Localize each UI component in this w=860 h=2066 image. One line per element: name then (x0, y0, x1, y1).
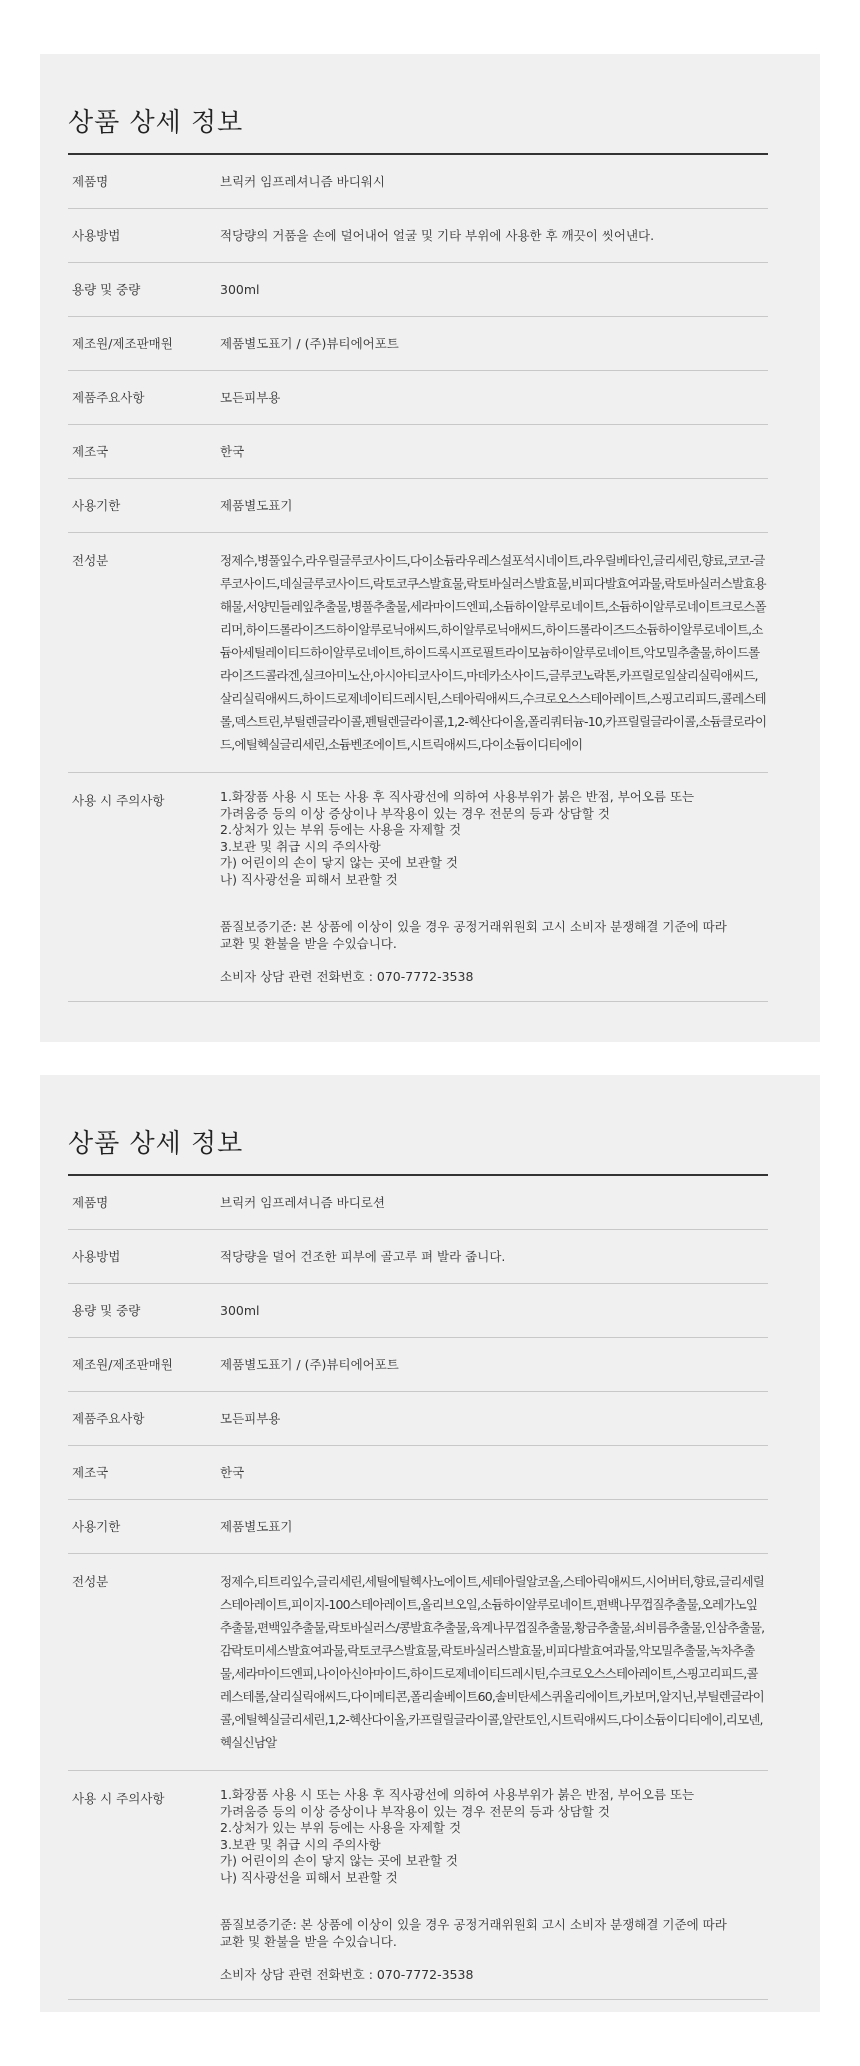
customer-phone: 소비자 상담 관련 전화번호 : 070-7772-3538 (220, 1967, 474, 1982)
quality-notice (220, 1916, 768, 1950)
product-name-value: 브릭커 임프레셔니즘 바디로션 (220, 1176, 768, 1230)
caution-line: 가) 어린이의 손이 닿지 않는 곳에 보관할 것 (220, 1853, 458, 1868)
country-value: 한국 (220, 425, 768, 479)
row-label: 용량 및 중량 (68, 1284, 220, 1338)
spec-value: 모든피부용 (220, 371, 768, 425)
row-label: 사용기한 (68, 479, 220, 533)
caution-line: 1.화장품 사용 시 또는 사용 후 직사광선에 의하여 사용부위가 붉은 반점, 부어오름 또는 (220, 1787, 695, 1802)
caution-line: 가려움증 등의 이상 증상이나 부작용이 있는 경우 전문의 등과 상담할 것 (220, 805, 610, 821)
table-row (68, 371, 768, 425)
caution-line: 가려움증 등의 이상 증상이나 부작용이 있는 경우 전문의 등과 상담할 것 (220, 1803, 610, 1819)
row-label: 제품명 (68, 155, 220, 209)
notice-line: 품질보증기준: 본 상품에 이상이 있을 경우 공정거래위원회 고시 소비자 분쟁해결 기준에 따라 (220, 1917, 727, 1932)
product-info-panel-body-wash (40, 54, 820, 1042)
table-row (68, 1771, 768, 2000)
table-row (68, 1338, 768, 1392)
product-spec-table (68, 1176, 768, 2000)
row-label: 제조국 (68, 1446, 220, 1500)
caution-line: 1.화장품 사용 시 또는 사용 후 직사광선에 의하여 사용부위가 붉은 반점, 부어오름 또는 (220, 789, 695, 804)
usage-value: 적당량의 거품을 손에 덜어내어 얼굴 및 기타 부위에 사용한 후 깨끗이 씻어낸다. (220, 209, 768, 263)
table-row (68, 1446, 768, 1500)
ingredients-value: 정제수,티트리잎수,글리세린,세틸에틸헥사노에이트,세테아릴알코올,스테아릭애씨드,시어버터,향료,글리세릴스테아레이트,피이지-100스테아레이트,올리브오일,소듐하이알루로네이트,편백나무껍질추출물,오레가노잎추출물,편백잎추출물,락토바실러스/콩발효추출물,육계나무껍질추출물,황금추출물,쇠비름추출물,인삼추출물,감락토미세스발효여과물,락토코쿠스발효물,락토바실러스발효물,비피다발효여과물,악모밀추출물,녹차추출물,세라마이드엔피,나이아신아마이드,하이드로제네이티드레시틴,수크로오스스테아레이트,스핑고리피드,콜레스테롤,살리실릭애씨드,다이메티콘,폴리솔베이트60,솔비탄세스퀴올리에이트,카보머,알지닌,부틸렌글라이콜,에틸헥실글리세린,1,2-헥산다이올,카프릴릴글라이콜,알란토인,시트릭애씨드,다이소듐이디티에이,리모넨,헥실신남알 (220, 1554, 768, 1771)
row-label: 제품주요사항 (68, 371, 220, 425)
table-row (68, 263, 768, 317)
table-row (68, 1176, 768, 1230)
row-label: 제조국 (68, 425, 220, 479)
product-info-panel-body-lotion (40, 1075, 820, 2012)
caution-line: 가) 어린이의 손이 닿지 않는 곳에 보관할 것 (220, 855, 458, 870)
country-value: 한국 (220, 1446, 768, 1500)
caution-line: 나) 직사광선을 피해서 보관할 것 (220, 871, 398, 887)
row-label: 제조원/제조판매원 (68, 317, 220, 371)
table-row (68, 533, 768, 773)
row-label: 사용방법 (68, 209, 220, 263)
notice-line: 품질보증기준: 본 상품에 이상이 있을 경우 공정거래위원회 고시 소비자 분쟁해결 기준에 따라 (220, 919, 727, 934)
row-label: 사용기한 (68, 1500, 220, 1554)
volume-value: 300ml (220, 1284, 768, 1338)
row-label: 제조원/제조판매원 (68, 1338, 220, 1392)
row-label: 제품주요사항 (68, 1392, 220, 1446)
ingredients-value: 정제수,병풀잎수,라우릴글루코사이드,다이소듐라우레스설포석시네이트,라우릴베타인,글리세린,향료,코코-글루코사이드,데실글루코사이드,락토코쿠스발효물,락토바실러스발효물,비피다발효여과물,락토바실러스발효용해물,서양민들레잎추출물,병풀추출물,세라마이드엔피,소듐하이알루로네이트,소듐하이알루로네이트크로스폴리머,하이드롤라이즈드하이알루로닉애씨드,하이알루로닉애씨드,하이드롤라이즈드소듐하이알루로네이트,소듐아세틸레이티드하이알루로네이트,하이드록시프로필트라이모늄하이알루로네이트,악모밀추출물,하이드롤라이즈드콜라겐,실크아미노산,아시아티코사이드,마데카소사이드,글루코노락톤,카프릴로일살리실릭애씨드,살리실릭애씨드,하이드로제네이티드레시틴,스테아릭애씨드,수크로오스스테아레이트,스핑고리피드,콜레스테롤,덱스트린,부틸렌글라이콜,펜틸렌글라이콜,1,2-헥산다이올,폴리쿼터늄-10,카프릴릴글라이콜,소듐클로라이드,에틸헥실글리세린,소듐벤조에이트,시트릭애씨드,다이소듐이디티에이 (220, 533, 768, 773)
product-name-value: 브릭커 임프레셔니즘 바디워시 (220, 155, 768, 209)
notice-line: 교환 및 환불을 받을 수있습니다. (220, 1934, 397, 1949)
caution-line: 3.보관 및 취급 시의 주의사항 (220, 1836, 381, 1852)
product-spec-table (68, 155, 768, 1002)
section-title: 상품 상세 정보 (68, 102, 768, 155)
usage-value: 적당량을 덜어 건조한 피부에 골고루 펴 발라 줍니다. (220, 1230, 768, 1284)
table-row (68, 425, 768, 479)
row-label: 사용 시 주의사항 (68, 1771, 220, 2000)
caution-value (220, 1771, 768, 2000)
row-label: 사용 시 주의사항 (68, 773, 220, 1002)
table-row (68, 1392, 768, 1446)
row-label: 전성분 (68, 1554, 220, 1771)
caution-value (220, 773, 768, 1002)
spec-value: 모든피부용 (220, 1392, 768, 1446)
table-row (68, 155, 768, 209)
table-row (68, 1500, 768, 1554)
manufacturer-value: 제품별도표기 / (주)뷰티에어포트 (220, 317, 768, 371)
row-label: 전성분 (68, 533, 220, 773)
quality-notice (220, 918, 768, 952)
manufacturer-value: 제품별도표기 / (주)뷰티에어포트 (220, 1338, 768, 1392)
table-row (68, 209, 768, 263)
notice-line: 교환 및 환불을 받을 수있습니다. (220, 936, 397, 951)
volume-value: 300ml (220, 263, 768, 317)
table-row (68, 1554, 768, 1771)
table-row (68, 1284, 768, 1338)
table-row (68, 773, 768, 1002)
row-label: 용량 및 중량 (68, 263, 220, 317)
section-title: 상품 상세 정보 (68, 1123, 768, 1176)
caution-line: 3.보관 및 취급 시의 주의사항 (220, 838, 381, 854)
table-row (68, 1230, 768, 1284)
row-label: 제품명 (68, 1176, 220, 1230)
table-row (68, 479, 768, 533)
caution-line: 2.상처가 있는 부위 등에는 사용을 자제할 것 (220, 1820, 462, 1835)
expiry-value: 제품별도표기 (220, 1500, 768, 1554)
caution-line: 나) 직사광선을 피해서 보관할 것 (220, 1869, 398, 1885)
caution-line: 2.상처가 있는 부위 등에는 사용을 자제할 것 (220, 822, 462, 837)
row-label: 사용방법 (68, 1230, 220, 1284)
table-row (68, 317, 768, 371)
customer-phone: 소비자 상담 관련 전화번호 : 070-7772-3538 (220, 969, 474, 984)
expiry-value: 제품별도표기 (220, 479, 768, 533)
